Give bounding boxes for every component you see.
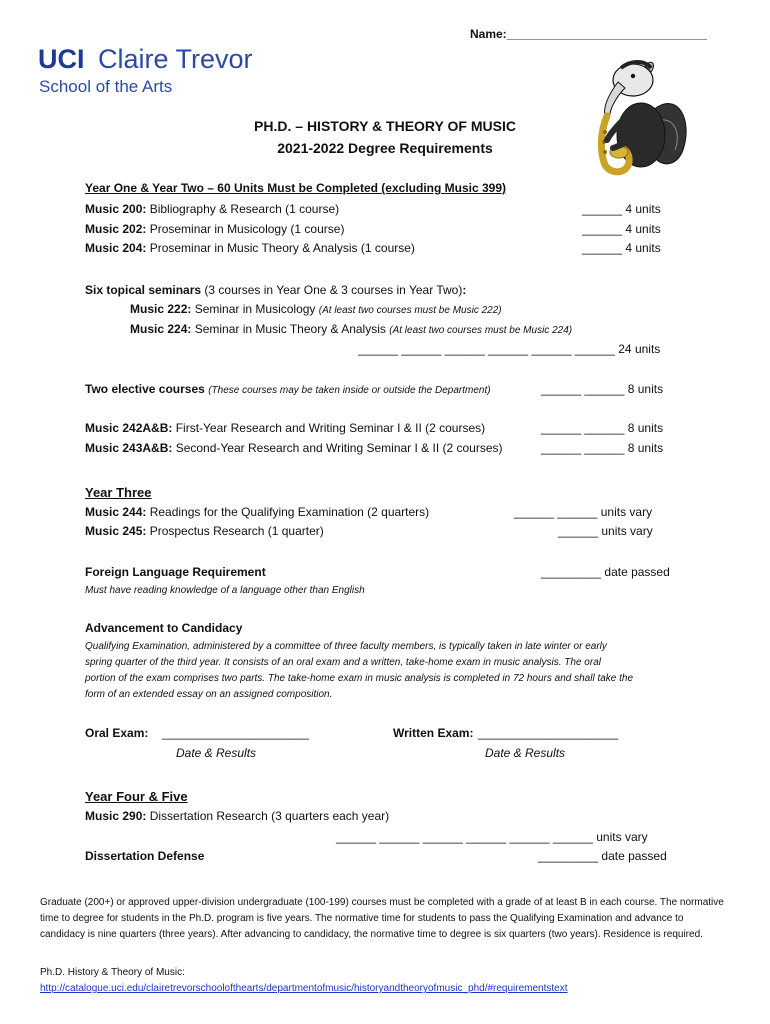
seminars-lead: Six topical seminars (3 courses in Year One & 3 courses in Year Two): [85, 283, 467, 297]
units-blank[interactable]: ______ ______ 8 units [541, 382, 664, 396]
course-row: Music 245: Prospectus Research (1 quarter) [85, 524, 324, 538]
electives-row: Two elective courses (These courses may be taken inside or outside the Department) [85, 382, 491, 396]
units-blank[interactable]: ______ ______ 8 units [541, 421, 664, 435]
candidacy-text-line: form of an extended essay on an assigned composition. [85, 689, 333, 700]
course-row: Music 242A&B: First-Year Research and Writing Seminar I & II (2 courses) [85, 421, 486, 435]
anteater-saxophone-icon [583, 40, 695, 180]
written-date-results: Date & Results [485, 746, 566, 760]
source-label: Ph.D. History & Theory of Music: [40, 967, 185, 978]
course-row: Music 243A&B: Second-Year Research and Writing Seminar I & II (2 courses) [85, 441, 503, 455]
units-blank[interactable]: ______ 4 units [582, 202, 661, 216]
section-heading-years-1-2: Year One & Year Two – 60 Units Must be Completed (excluding Music 399) [85, 181, 507, 195]
seminar-row: Music 224: Seminar in Music Theory & Analysis (At least two courses must be Music 224) [130, 322, 573, 336]
units-blank[interactable]: ______ units vary [558, 524, 653, 538]
oral-date-results: Date & Results [176, 746, 257, 760]
course-row: Music 202: Proseminar in Musicology (1 course) [85, 222, 345, 236]
units-blank[interactable]: ______ 4 units [582, 222, 661, 236]
units-blank[interactable]: ______ 4 units [582, 241, 661, 255]
page-subtitle: 2021-2022 Degree Requirements [277, 140, 493, 156]
dissertation-defense-label: Dissertation Defense [85, 849, 205, 863]
uci-claire-trevor-logo [38, 42, 288, 97]
name-blank[interactable]: ______________________________ [506, 27, 707, 41]
units-blank[interactable]: ______ ______ units vary [514, 505, 653, 519]
section-heading-year-3: Year Three [85, 485, 152, 500]
candidacy-text-line: Qualifying Examination, administered by a committee of three faculty members, is typically taken in late winter or early [85, 641, 607, 652]
logo-uci: UCI [38, 44, 85, 74]
catalogue-link[interactable]: http://catalogue.uci.edu/clairetrevorschoolofthearts/departmentofmusic/historyandtheoryofmusic_phd/#requirementstext [40, 983, 568, 994]
candidacy-text-line: portion of the exam comprises two parts. The take-home exam in music analysis is completed in 72 hours and shall take the [85, 673, 634, 684]
units-blank[interactable]: ______ ______ 8 units [541, 441, 664, 455]
written-exam-blank[interactable]: _____________________ [478, 726, 619, 740]
written-exam-label: Written Exam: [393, 726, 474, 740]
course-row: Music 200: Bibliography & Research (1 course) [85, 202, 340, 216]
footer-paragraph: Graduate (200+) or approved upper-division undergraduate (100-199) courses must be completed with a grade of at least B in each course. The normative time to degree for students in the Ph.D. program is five years. The normative time for students to pass the Qualifying Examination and advance to candidacy is nine quarters (three years). After advancing to candidacy, the normative time to degree is six quarters (two years). Residence is required. [40, 897, 724, 940]
candidacy-text-line: spring quarter of the third year. It consists of an oral exam and a written, take-home exam in music analysis. The oral [85, 657, 601, 668]
section-heading-years-4-5: Year Four & Five [85, 789, 188, 804]
course-row: Music 244: Readings for the Qualifying Examination (2 quarters) [85, 505, 430, 519]
oral-exam-label: Oral Exam: [85, 726, 149, 740]
seminar-row: Music 222: Seminar in Musicology (At least two courses must be Music 222) [130, 302, 502, 316]
foreign-language-label: Foreign Language Requirement [85, 565, 266, 579]
logo-school: School of the Arts [39, 77, 173, 96]
dissertation-units-blanks[interactable]: ______ ______ ______ ______ ______ ______ units vary [336, 830, 648, 844]
course-row: Music 290: Dissertation Research (3 quarters each year) [85, 809, 390, 823]
course-row: Music 204: Proseminar in Music Theory & Analysis (1 course) [85, 241, 415, 255]
oral-exam-blank[interactable]: ______________________ [162, 726, 309, 740]
name-field[interactable] [470, 27, 707, 41]
name-label: Name: [470, 27, 507, 41]
date-passed-blank[interactable]: _________ date passed [541, 565, 670, 579]
page-title: PH.D. – HISTORY & THEORY OF MUSIC [254, 118, 516, 134]
foreign-language-note: Must have reading knowledge of a language other than English [85, 585, 365, 596]
date-passed-blank[interactable]: _________ date passed [538, 849, 667, 863]
seminar-units-blanks[interactable]: ______ ______ ______ ______ ______ ______ 24 units [358, 342, 661, 356]
section-heading-candidacy: Advancement to Candidacy [85, 621, 243, 635]
logo-claire-trevor: Claire Trevor [98, 44, 253, 74]
